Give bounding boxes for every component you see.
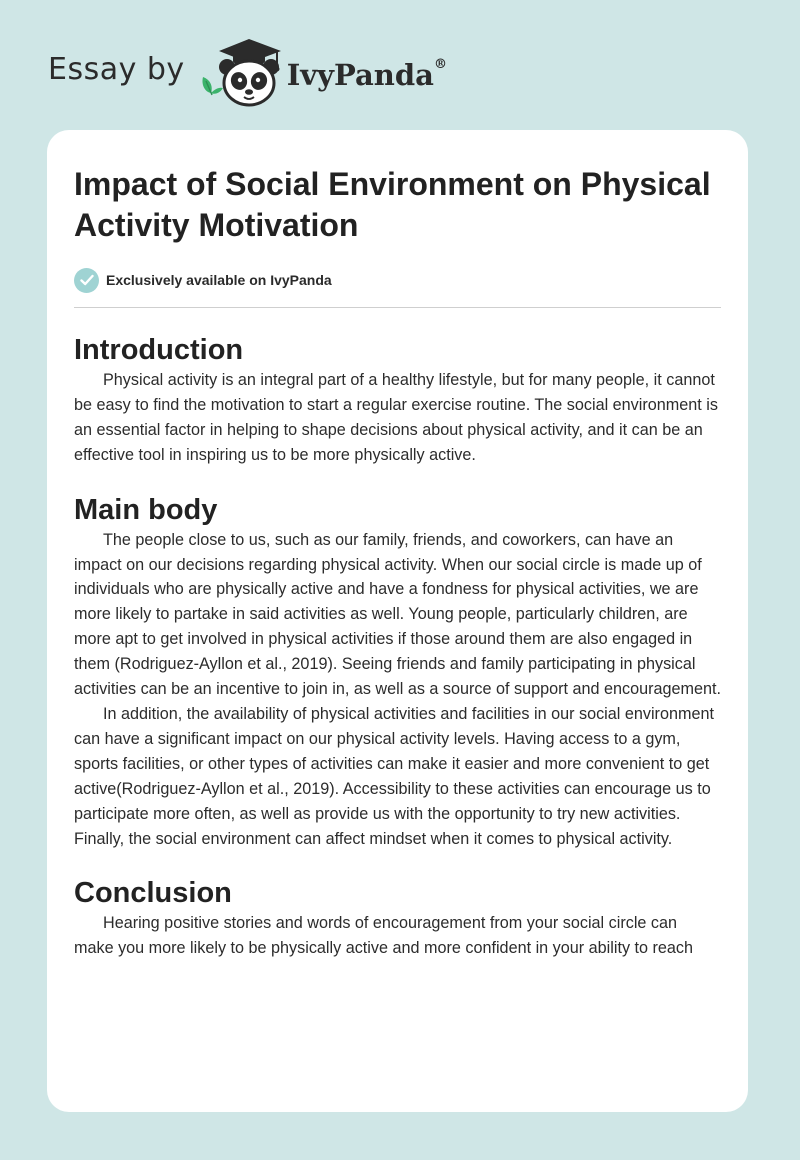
exclusive-badge-text: Exclusively available on IvyPanda: [106, 272, 332, 288]
exclusive-badge: [74, 267, 721, 293]
title-divider: [74, 307, 721, 308]
conclusion-paragraph: Hearing positive stories and words of encouragement from your social circle can make you more likely to be physically active and more confident in your ability to reach: [74, 914, 694, 958]
main-body-paragraph-2: In addition, the availability of physical activities and facilities in our social environment can have a significant impact on our physical activity levels. Having access to a gym, sports facilities, or other types of activities can make it easier and more convenient to get active(Rodriguez-Ayllon et al., 2019). Accessibility to these activities can encourage us to participate more often, as well as provide us with the opportunity to try new activities. Finally, the social environment can affect mindset when it comes to physical activity.: [74, 704, 714, 848]
introduction-paragraph: Physical activity is an integral part of a healthy lifestyle, but for many people, it cannot be easy to find the motivation to start a regular exercise routine. The social environment is an essential factor in helping to shape decisions about physical activity, and it can be an effective tool in inspiring us to be more physically active.: [74, 371, 718, 464]
section-heading-conclusion: Conclusion: [74, 877, 232, 910]
panda-graduate-logo-icon[interactable]: [199, 37, 285, 109]
essay-by-label: Essay by: [48, 51, 185, 87]
essay-card: [47, 130, 748, 1112]
registered-mark: ®: [433, 57, 447, 73]
main-body-paragraph-1: The people close to us, such as our family, friends, and coworkers, can have an impact on our decisions regarding physical activity. When our social circle is made up of individuals who are physically active and have a fondness for physical activities, we are more likely to partake in said activities as well. Young people, particularly children, are more apt to get involved in physical activities if those around them are also engaged in them (Rodriguez-Ayllon et al., 2019). Seeing friends and family participating in physical activities can be an incentive to join in, as well as a source of support and encouragement.: [74, 530, 721, 699]
page-title: Impact of Social Environment on Physical Activity Motivation: [74, 166, 711, 243]
section-heading-main-body: Main body: [74, 493, 218, 526]
section-heading-introduction: Introduction: [74, 334, 244, 366]
check-icon: [74, 268, 99, 293]
brand-name[interactable]: IvyPanda®: [286, 57, 447, 92]
site-header: [48, 36, 447, 110]
